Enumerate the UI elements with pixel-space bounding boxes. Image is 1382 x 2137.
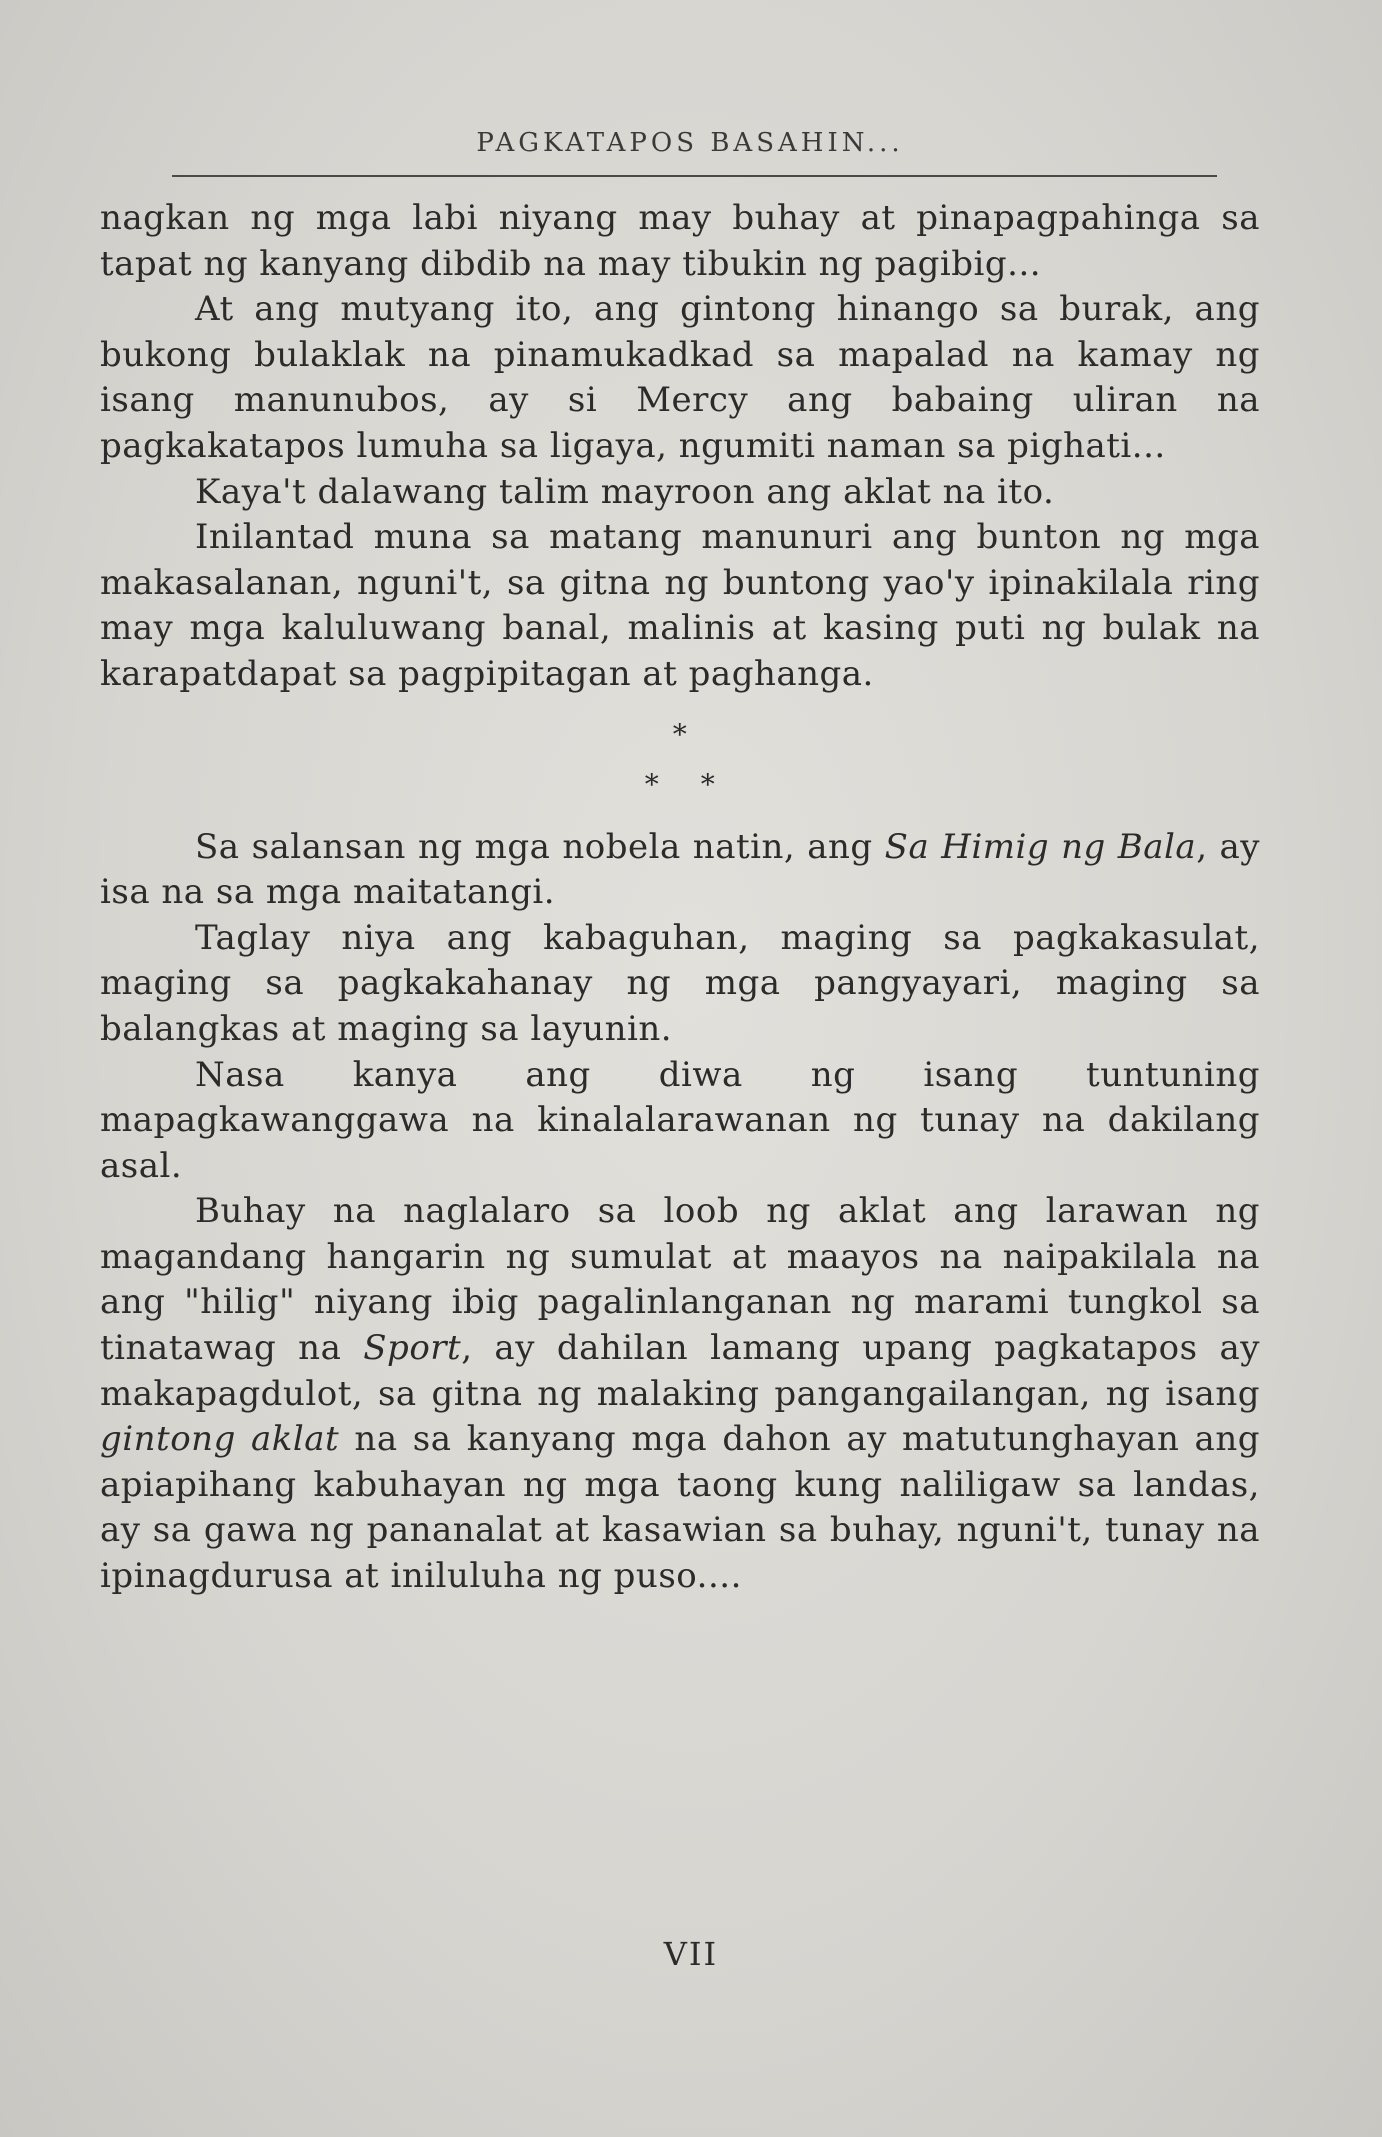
paragraph: Nasa kanya ang diwa ng isang tuntuning mapagkawanggawa na kinalalarawanan ng tunay na dakilang asal. [100,1054,1260,1186]
running-head: PAGKATAPOS BASAHIN... [476,128,904,158]
page-number: VII [663,1935,719,1973]
paragraph: Inilantad muna sa matang manunuri ang bunton ng mga makasalanan, nguni't, sa gitna ng buntong yao'y ipinakilala ring may mga kaluluwang banal, malinis at kasing puti ng bulak na karapatdapat sa pagpipitagan at paghanga. [100,517,1260,694]
novel-title: Sa Himig ng Bala [884,826,1197,867]
paragraph: Taglay niya ang kabaguhan, maging sa pagkakasulat, maging sa pagkakahanay ng mga pangyayari, maging sa balangkas at maging sa layunin. [100,917,1260,1049]
body-text [100,196,1260,1600]
asterisk: * [672,717,688,751]
paragraph-last: Buhay na naglalaro sa loob ng aklat ang larawan ng magandang hangarin ng sumulat at maayos na naipakilala na ang "hilig" niyang ibig pagalinlanganan ng marami tungkol sa tinatawag na Sport, ay dahilan lamang upang pagkatapos ay makapagdulot, sa gitna ng malaking pangangailangan, ng isang gintong aklat na sa kanyang mga dahon ay matutunghayan ang apiapihang kabuhayan ng mga taong kung naliligaw sa landas, ay sa gawa ng pananalat at kasawian sa buhay, nguni't, tunay na ipinagdurusa at iniluluha ng puso.... [100,1191,1260,1597]
section-separator [100,710,1260,810]
asterisk: * [644,767,660,801]
paragraph: nagkan ng mga labi niyang may buhay at pinapagpahinga sa tapat ng kanyang dibdib na may tibukin ng pagibig... [100,198,1260,284]
asterisk: * [700,767,716,801]
paragraph-novel: Sa salansan ng mga nobela natin, ang Sa Himig ng Bala, ay isa na sa mga maitatangi. [100,826,1260,913]
italic-golden-book: gintong aklat [100,1419,340,1460]
paragraph: Kaya't dalawang talim mayroon ang aklat na ito. [195,471,1055,512]
paragraph: At ang mutyang ito, ang gintong hinango sa burak, ang bukong bulaklak na pinamukadkad sa mapalad na kamay ng isang manunubos, ay si Mercy ang babaing uliran na pagkakatapos lumuha sa ligaya, ngumiti naman sa pighati... [100,289,1260,466]
italic-sport: Sport [363,1328,462,1369]
header-rule [172,175,1217,177]
